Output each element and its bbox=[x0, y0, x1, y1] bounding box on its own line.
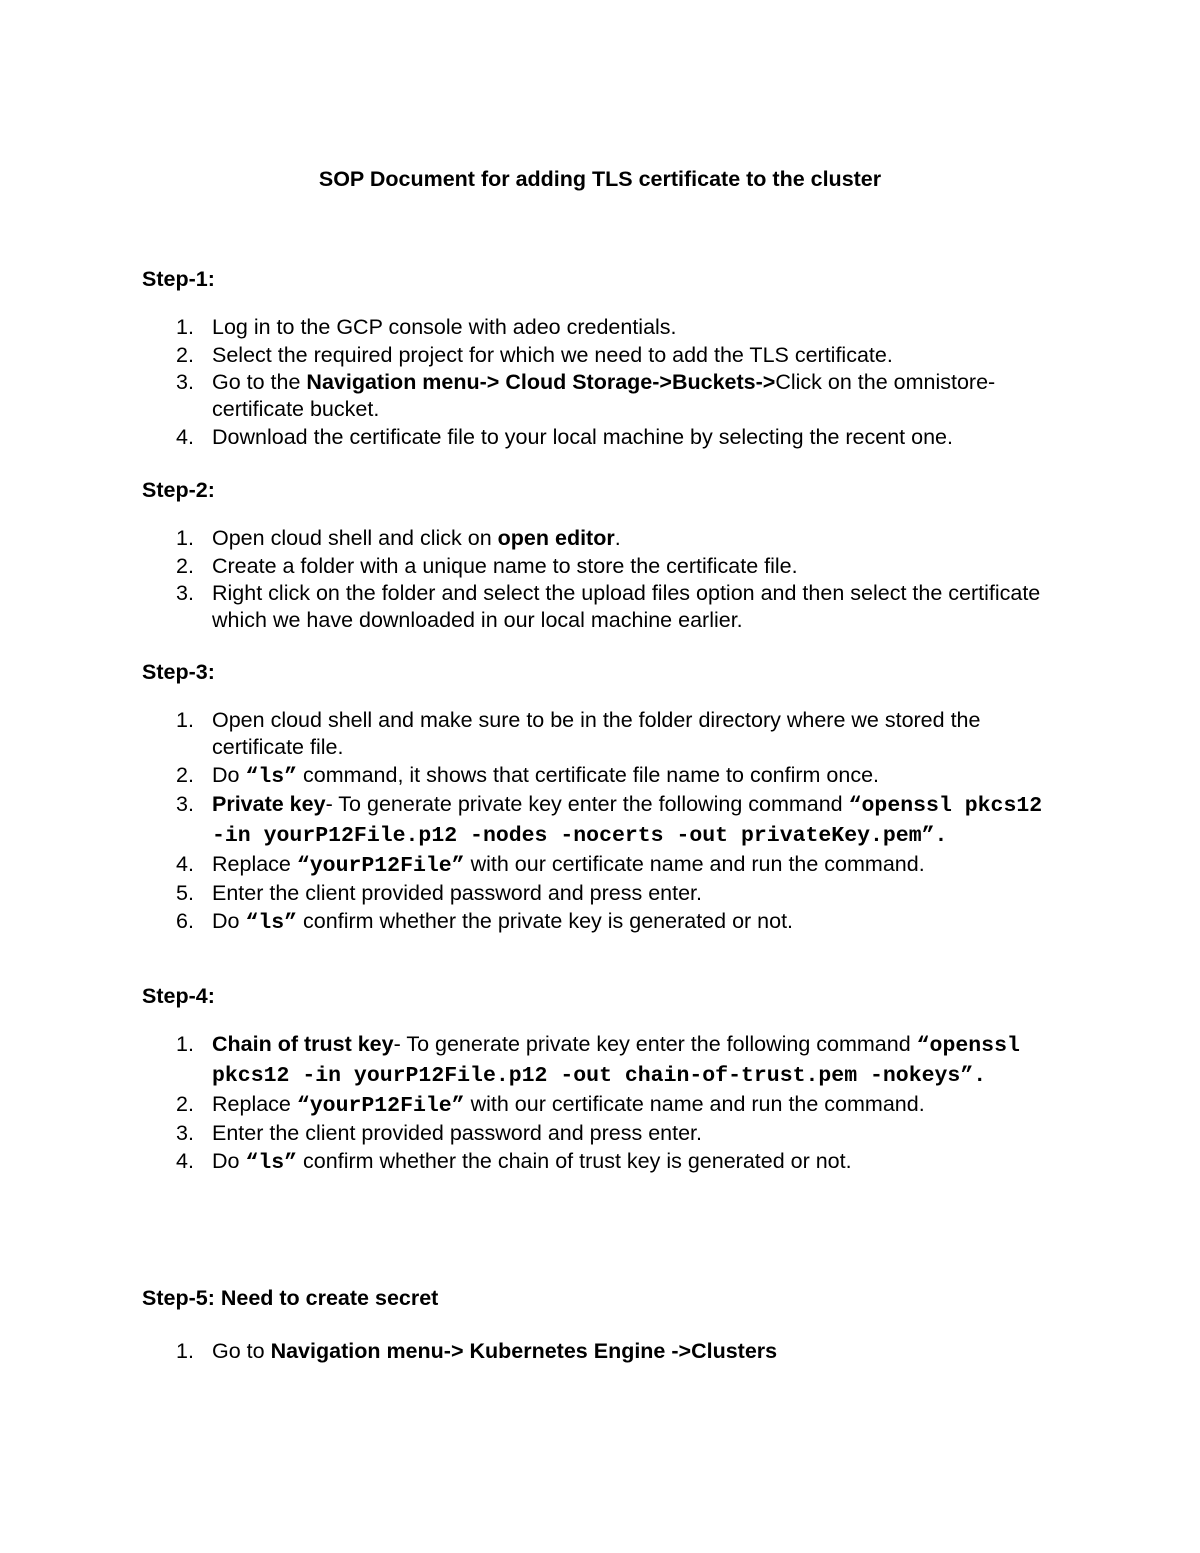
item-text: Enter the client provided password and press enter. bbox=[212, 1121, 703, 1145]
list-item-number: 4. bbox=[176, 1148, 194, 1173]
list-item-number: 4. bbox=[176, 851, 194, 876]
item-text: . bbox=[614, 526, 621, 550]
list-item-number: 3. bbox=[176, 370, 194, 394]
list-item bbox=[0, 1031, 1200, 1090]
item-text: Download the certificate file to your local machine by selecting the recent one. bbox=[212, 424, 953, 449]
item-text: Open cloud shell and click on bbox=[212, 526, 498, 550]
list-item-number: 1. bbox=[176, 315, 194, 339]
command-text: “yourP12File” bbox=[296, 1093, 465, 1118]
step-heading: Step-3: bbox=[142, 660, 215, 684]
list-item bbox=[0, 880, 1200, 907]
item-text: Right click on the folder and select the upload files option and then select the certificate which we have downloaded in our local machine earlier. bbox=[212, 581, 1041, 632]
item-text: confirm whether the chain of trust key is generated or not. bbox=[297, 1148, 852, 1173]
list-item bbox=[0, 791, 1200, 850]
list-item-number: 5. bbox=[176, 881, 194, 905]
step-heading: Step-1: bbox=[142, 267, 215, 291]
list-item bbox=[0, 908, 1200, 937]
step-list bbox=[0, 525, 1200, 635]
document-title: SOP Document for adding TLS certificate to the cluster bbox=[318, 167, 882, 191]
item-text: with our certificate name and run the command. bbox=[464, 851, 925, 876]
list-item bbox=[0, 1120, 1200, 1147]
list-item bbox=[0, 1338, 1200, 1365]
list-item-number: 1. bbox=[176, 708, 194, 732]
list-item bbox=[0, 424, 1200, 451]
step-list bbox=[0, 707, 1200, 937]
list-item bbox=[0, 314, 1200, 341]
item-text: Do bbox=[212, 762, 246, 787]
list-item-number: 3. bbox=[176, 792, 194, 816]
list-item bbox=[0, 1091, 1200, 1120]
list-item bbox=[0, 851, 1200, 880]
emphasis-text: open editor bbox=[497, 526, 615, 550]
item-text: Open cloud shell and make sure to be in the folder directory where we stored the certificate file. bbox=[212, 708, 981, 759]
list-item-number: 1. bbox=[176, 1339, 194, 1363]
list-item-number: 2. bbox=[176, 553, 194, 578]
item-text: Replace bbox=[212, 851, 297, 876]
item-text: Log in to the GCP console with adeo credentials. bbox=[212, 315, 677, 339]
item-text: - To generate private key enter the following command bbox=[325, 792, 849, 816]
list-item-number: 6. bbox=[176, 908, 194, 933]
command-text: “ls” bbox=[245, 1150, 298, 1175]
list-item-number: 3. bbox=[176, 1121, 194, 1145]
list-item bbox=[0, 553, 1200, 580]
list-item bbox=[0, 580, 1200, 634]
command-text: “ls” bbox=[245, 764, 298, 789]
list-item bbox=[0, 525, 1200, 552]
step-heading: Step-2: bbox=[142, 478, 215, 502]
command-text: “openssl pkcs12 -in yourP12File.p12 -nodes -nocerts -out privateKey.pem”. bbox=[212, 794, 1043, 848]
list-item-number: 2. bbox=[176, 342, 194, 367]
command-text: “ls” bbox=[245, 910, 298, 935]
item-text: Replace bbox=[212, 1091, 297, 1116]
list-item-number: 2. bbox=[176, 1091, 194, 1116]
item-text: Create a folder with a unique name to store the certificate file. bbox=[212, 553, 798, 578]
list-item bbox=[0, 762, 1200, 791]
item-text: - To generate private key enter the following command bbox=[393, 1032, 917, 1056]
list-item bbox=[0, 707, 1200, 761]
item-text: with our certificate name and run the command. bbox=[464, 1091, 925, 1116]
item-text: Select the required project for which we need to add the TLS certificate. bbox=[212, 342, 893, 367]
step-list bbox=[0, 314, 1200, 451]
step-heading: Step-5: Need to create secret bbox=[142, 1286, 439, 1310]
step-list bbox=[0, 1338, 1200, 1366]
step-list bbox=[0, 1031, 1200, 1177]
list-item-number: 4. bbox=[176, 424, 194, 449]
item-text: Go to the bbox=[212, 370, 307, 394]
list-item-number: 1. bbox=[176, 526, 194, 550]
list-item bbox=[0, 342, 1200, 369]
item-text: Enter the client provided password and press enter. bbox=[212, 881, 703, 905]
item-text: Go to bbox=[212, 1339, 271, 1363]
emphasis-text: Navigation menu-> Kubernetes Engine ->Clusters bbox=[270, 1339, 778, 1363]
list-item bbox=[0, 369, 1200, 423]
item-text: Do bbox=[212, 1148, 246, 1173]
list-item-number: 3. bbox=[176, 581, 194, 605]
command-text: “yourP12File” bbox=[296, 853, 465, 878]
item-text: Click on the omnistore-certificate bucket. bbox=[212, 370, 996, 421]
step-heading: Step-4: bbox=[142, 984, 215, 1008]
emphasis-text: Chain of trust key bbox=[212, 1032, 394, 1056]
emphasis-text: Private key bbox=[212, 792, 326, 816]
item-text: command, it shows that certificate file name to confirm once. bbox=[297, 762, 880, 787]
list-item-number: 2. bbox=[176, 762, 194, 787]
list-item-number: 1. bbox=[176, 1032, 194, 1056]
item-text: Do bbox=[212, 908, 246, 933]
item-text: confirm whether the private key is generated or not. bbox=[297, 908, 794, 933]
list-item bbox=[0, 1148, 1200, 1177]
emphasis-text: Navigation menu-> Cloud Storage->Buckets-> bbox=[306, 370, 776, 394]
command-text: “openssl pkcs12 -in yourP12File.p12 -out chain-of-trust.pem -nokeys”. bbox=[212, 1034, 1020, 1088]
